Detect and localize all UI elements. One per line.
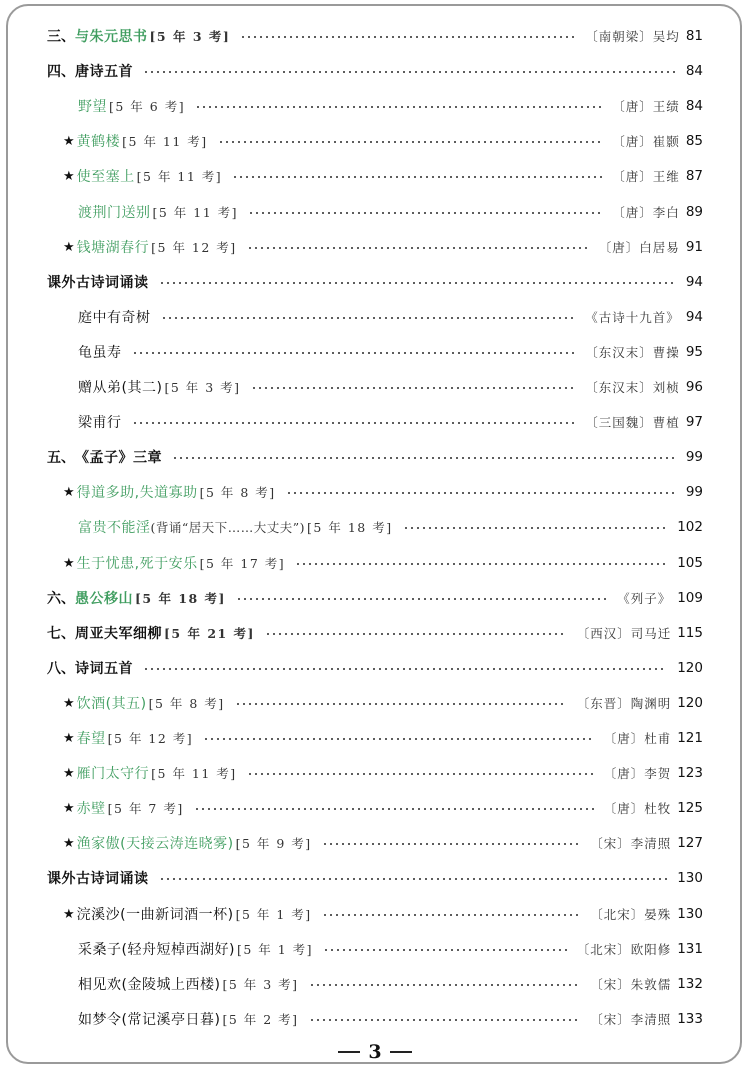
entry-source bbox=[604, 729, 703, 747]
key-text-star-icon: ★ bbox=[63, 765, 75, 781]
entry-source bbox=[677, 660, 703, 676]
entry-title[interactable]: 课外古诗词诵读 bbox=[47, 275, 149, 291]
entry-author: 〔宋〕李清照 bbox=[590, 836, 672, 851]
toc-entry-label bbox=[0, 377, 241, 397]
entry-source bbox=[612, 167, 703, 185]
entry-title[interactable]: 富贵不能淫 bbox=[78, 520, 151, 536]
toc-entry-row[interactable] bbox=[0, 796, 750, 820]
section-number: 三、 bbox=[47, 29, 75, 45]
toc-entry-label bbox=[0, 904, 312, 924]
entry-title[interactable]: 《孟子》三章 bbox=[75, 450, 162, 466]
exam-frequency-tag: [5 年 2 考] bbox=[222, 1012, 299, 1027]
exam-frequency-tag: [5 年 11 考] bbox=[152, 205, 239, 220]
toc-entry-row[interactable] bbox=[0, 551, 750, 575]
toc-entry-label bbox=[0, 728, 193, 748]
toc-section-row[interactable] bbox=[0, 445, 750, 469]
entry-page-number: 120 bbox=[677, 660, 703, 676]
dot-leader bbox=[159, 282, 676, 284]
exam-frequency-tag: [5 年 3 考] bbox=[164, 380, 241, 395]
key-text-star-icon: ★ bbox=[63, 730, 75, 746]
exam-frequency-tag: [5 年 18 考] bbox=[135, 591, 226, 606]
entry-page-number: 89 bbox=[685, 204, 703, 220]
entry-page-number: 96 bbox=[685, 379, 703, 395]
toc-entry-row[interactable] bbox=[0, 972, 750, 996]
toc-entry-label bbox=[0, 623, 255, 643]
entry-author: 〔宋〕朱敦儒 bbox=[590, 977, 672, 992]
dot-leader bbox=[161, 317, 576, 319]
toc-entry-row[interactable] bbox=[0, 937, 750, 961]
section-number: 七、 bbox=[47, 626, 75, 642]
entry-source bbox=[612, 97, 703, 115]
toc-entry-label bbox=[0, 447, 162, 467]
entry-title[interactable]: 得道多助,失道寡助 bbox=[76, 485, 198, 501]
exam-frequency-tag: [5 年 12 考] bbox=[151, 240, 237, 255]
entry-source bbox=[612, 132, 703, 150]
entry-page-number: 84 bbox=[685, 63, 703, 79]
dot-leader bbox=[247, 247, 589, 249]
key-text-star-icon: ★ bbox=[63, 906, 75, 922]
entry-source bbox=[590, 834, 703, 852]
toc-entry-label bbox=[0, 307, 151, 327]
section-number: 六、 bbox=[47, 591, 75, 607]
key-text-star-icon: ★ bbox=[63, 239, 75, 255]
entry-source bbox=[585, 27, 703, 45]
toc-entry-row[interactable] bbox=[0, 375, 750, 399]
entry-title[interactable]: 唐诗五首 bbox=[75, 64, 133, 80]
entry-title[interactable]: 课外古诗词诵读 bbox=[47, 871, 149, 887]
entry-page-number: 109 bbox=[677, 590, 703, 606]
entry-author: 〔唐〕杜甫 bbox=[603, 731, 672, 746]
entry-source bbox=[585, 308, 703, 326]
entry-title[interactable]: 野望 bbox=[78, 99, 107, 115]
entry-source bbox=[677, 870, 703, 886]
toc-entry-label bbox=[0, 553, 285, 573]
toc-entry-label bbox=[0, 658, 133, 678]
entry-title[interactable]: 浣溪沙(一曲新词酒一杯) bbox=[76, 907, 234, 923]
entry-author: 〔唐〕白居易 bbox=[598, 240, 680, 255]
entry-source bbox=[577, 694, 703, 712]
dot-leader bbox=[323, 949, 567, 951]
section-number: 四、 bbox=[47, 64, 75, 80]
toc-entry-label bbox=[0, 939, 313, 959]
toc-section-row[interactable] bbox=[0, 59, 750, 83]
section-number: 五、 bbox=[47, 450, 75, 466]
entry-page-number: 127 bbox=[677, 835, 703, 851]
entry-title[interactable]: 春望 bbox=[76, 731, 106, 747]
toc-entry-row[interactable] bbox=[0, 691, 750, 715]
exam-frequency-tag: [5 年 11 考] bbox=[151, 766, 237, 781]
page-footer bbox=[0, 1040, 750, 1064]
entry-title[interactable]: 如梦令(常记溪亭日暮) bbox=[78, 1012, 221, 1028]
key-text-star-icon: ★ bbox=[63, 800, 75, 816]
entry-page-number: 130 bbox=[677, 906, 703, 922]
toc-entry-label bbox=[0, 61, 133, 81]
entry-source bbox=[604, 799, 703, 817]
entry-title[interactable]: 使至塞上 bbox=[76, 169, 135, 185]
toc-section-row[interactable] bbox=[0, 621, 750, 645]
entry-page-number: 102 bbox=[677, 519, 703, 535]
section-number: 八、 bbox=[47, 661, 75, 677]
entry-source bbox=[686, 449, 703, 465]
entry-title[interactable]: 渔家傲(天接云涛连晓雾) bbox=[76, 836, 234, 852]
entry-author: 〔南朝梁〕吴均 bbox=[585, 29, 680, 44]
dot-leader bbox=[232, 176, 602, 178]
entry-author: 〔唐〕王绩 bbox=[612, 99, 680, 114]
exam-frequency-tag: [5 年 21 考] bbox=[164, 626, 255, 641]
dot-leader bbox=[203, 738, 594, 740]
entry-source bbox=[590, 905, 703, 923]
entry-page-number: 81 bbox=[685, 28, 703, 44]
dot-leader bbox=[322, 843, 581, 845]
entry-author: 〔三国魏〕曹植 bbox=[585, 415, 680, 430]
key-text-star-icon: ★ bbox=[63, 133, 75, 149]
entry-page-number: 94 bbox=[685, 309, 703, 325]
key-text-star-icon: ★ bbox=[63, 168, 75, 184]
dot-leader bbox=[309, 984, 581, 986]
entry-author: 《古诗十九首》 bbox=[585, 310, 680, 325]
dot-leader bbox=[247, 773, 594, 775]
toc-entry-label bbox=[0, 1009, 299, 1029]
entry-page-number: 123 bbox=[677, 765, 703, 781]
entry-title[interactable]: 与朱元思书 bbox=[75, 29, 148, 45]
entry-title[interactable]: 庭中有奇树 bbox=[78, 310, 151, 326]
dot-leader bbox=[159, 878, 668, 880]
dot-leader bbox=[195, 106, 602, 108]
footer-dash-left bbox=[338, 1051, 360, 1053]
toc-section-row[interactable] bbox=[0, 866, 750, 890]
toc-entry-label bbox=[0, 868, 149, 888]
toc-entry-label bbox=[0, 974, 299, 994]
exam-frequency-tag: [5 年 8 考] bbox=[148, 696, 225, 711]
dot-leader bbox=[194, 808, 594, 810]
toc-entry-label bbox=[0, 798, 184, 818]
key-text-star-icon: ★ bbox=[63, 555, 75, 571]
dot-leader bbox=[132, 422, 576, 424]
toc-section-row[interactable] bbox=[0, 586, 750, 610]
exam-frequency-tag: [5 年 3 考] bbox=[149, 29, 231, 44]
entry-source bbox=[612, 203, 703, 221]
key-text-star-icon: ★ bbox=[63, 835, 75, 851]
exam-frequency-tag: [5 年 18 考] bbox=[307, 520, 393, 535]
entry-author: 〔唐〕崔颢 bbox=[612, 134, 680, 149]
entry-page-number: 121 bbox=[677, 730, 703, 746]
toc-entry-row[interactable] bbox=[0, 761, 750, 785]
toc-entry-row[interactable] bbox=[0, 410, 750, 434]
entry-title[interactable]: 赤壁 bbox=[76, 801, 106, 817]
toc-section-row[interactable] bbox=[0, 24, 750, 48]
dot-leader bbox=[236, 598, 607, 600]
entry-page-number: 87 bbox=[685, 168, 703, 184]
entry-source bbox=[604, 764, 703, 782]
dot-leader bbox=[143, 71, 676, 73]
entry-author: 〔东汉末〕曹操 bbox=[585, 345, 680, 360]
toc-entry-row[interactable] bbox=[0, 515, 750, 539]
entry-author: 〔唐〕王维 bbox=[612, 169, 680, 184]
toc-entry-label bbox=[0, 166, 222, 186]
entry-source bbox=[577, 624, 703, 642]
entry-page-number: 105 bbox=[677, 555, 703, 571]
entry-author: 〔东晋〕陶渊明 bbox=[576, 696, 672, 711]
exam-frequency-tag: [5 年 8 考] bbox=[199, 485, 276, 500]
toc-section-row[interactable] bbox=[0, 270, 750, 294]
entry-source bbox=[585, 413, 703, 431]
entry-note: (背诵“居天下……大丈夫”) bbox=[150, 520, 306, 535]
exam-frequency-tag: [5 年 7 考] bbox=[107, 801, 184, 816]
entry-title[interactable]: 钱塘湖春行 bbox=[76, 240, 150, 256]
dot-leader bbox=[218, 141, 603, 143]
toc-entry-row[interactable] bbox=[0, 480, 750, 504]
entry-source bbox=[590, 975, 703, 993]
entry-source bbox=[686, 63, 703, 79]
exam-frequency-tag: [5 年 6 考] bbox=[109, 99, 186, 114]
entry-page-number: 85 bbox=[685, 133, 703, 149]
dot-leader bbox=[309, 1019, 581, 1021]
footer-dash-right bbox=[390, 1051, 412, 1053]
entry-title[interactable]: 诗词五首 bbox=[75, 661, 133, 677]
entry-source bbox=[617, 589, 703, 607]
entry-page-number: 99 bbox=[685, 484, 703, 500]
entry-title[interactable]: 梁甫行 bbox=[78, 415, 122, 431]
entry-source bbox=[686, 484, 703, 500]
entry-author: 《列子》 bbox=[617, 591, 672, 606]
entry-title[interactable]: 赠从弟(其二) bbox=[78, 380, 163, 396]
toc-entry-row[interactable] bbox=[0, 305, 750, 329]
toc-entry-row[interactable] bbox=[0, 94, 750, 118]
dot-leader bbox=[235, 703, 567, 705]
entry-page-number: 131 bbox=[677, 941, 703, 957]
entry-source bbox=[577, 940, 703, 958]
key-text-star-icon: ★ bbox=[63, 695, 75, 711]
entry-page-number: 99 bbox=[685, 449, 703, 465]
dot-leader bbox=[322, 914, 581, 916]
toc-entry-label bbox=[0, 693, 225, 713]
toc-entry-row[interactable] bbox=[0, 129, 750, 153]
exam-frequency-tag: [5 年 11 考] bbox=[122, 134, 208, 149]
toc-entry-label bbox=[0, 237, 237, 257]
entry-page-number: 95 bbox=[685, 344, 703, 360]
entry-title[interactable]: 生于忧患,死于安乐 bbox=[76, 556, 198, 572]
entry-source bbox=[585, 343, 703, 361]
entry-page-number: 91 bbox=[685, 239, 703, 255]
entry-page-number: 133 bbox=[677, 1011, 703, 1027]
entry-title[interactable]: 采桑子(轻舟短棹西湖好) bbox=[78, 942, 235, 958]
dot-leader bbox=[143, 668, 667, 670]
toc-entry-row[interactable] bbox=[0, 164, 750, 188]
entry-page-number: 115 bbox=[677, 625, 703, 641]
entry-source bbox=[590, 1010, 703, 1028]
exam-frequency-tag: [5 年 3 考] bbox=[222, 977, 299, 992]
entry-author: 〔宋〕李清照 bbox=[590, 1012, 672, 1027]
dot-leader bbox=[248, 212, 602, 214]
toc-entry-label bbox=[0, 833, 312, 853]
toc-entry-label bbox=[0, 202, 238, 222]
entry-author: 〔唐〕李白 bbox=[612, 205, 680, 220]
entry-page-number: 97 bbox=[685, 414, 703, 430]
entry-source bbox=[677, 519, 703, 535]
entry-author: 〔东汉末〕刘桢 bbox=[585, 380, 680, 395]
toc-entry-row[interactable] bbox=[0, 235, 750, 259]
entry-source bbox=[686, 274, 703, 290]
toc-entry-label bbox=[0, 272, 149, 292]
entry-page-number: 132 bbox=[677, 976, 703, 992]
footer-page-number: 3 bbox=[368, 1041, 382, 1063]
toc-entry-label bbox=[0, 26, 230, 46]
entry-author: 〔北宋〕晏殊 bbox=[590, 907, 672, 922]
toc-entry-row[interactable] bbox=[0, 902, 750, 926]
dot-leader bbox=[132, 352, 576, 354]
exam-frequency-tag: [5 年 11 考] bbox=[136, 169, 223, 184]
entry-title[interactable]: 龟虽寿 bbox=[78, 345, 122, 361]
entry-author: 〔西汉〕司马迁 bbox=[576, 626, 672, 641]
dot-leader bbox=[295, 563, 667, 565]
entry-page-number: 120 bbox=[677, 695, 703, 711]
entry-author: 〔唐〕杜牧 bbox=[603, 801, 672, 816]
entry-title[interactable]: 愚公移山 bbox=[75, 591, 133, 607]
dot-leader bbox=[286, 492, 676, 494]
entry-title[interactable]: 饮酒(其五) bbox=[76, 696, 147, 712]
entry-source bbox=[599, 238, 703, 256]
entry-page-number: 94 bbox=[685, 274, 703, 290]
entry-page-number: 84 bbox=[685, 98, 703, 114]
toc-entry-label bbox=[0, 763, 237, 783]
toc-entry-label bbox=[0, 412, 122, 432]
exam-frequency-tag: [5 年 12 考] bbox=[107, 731, 194, 746]
key-text-star-icon: ★ bbox=[63, 484, 75, 500]
toc-entry-label bbox=[0, 517, 393, 537]
entry-title[interactable]: 黄鹤楼 bbox=[76, 134, 121, 150]
entry-page-number: 125 bbox=[677, 800, 703, 816]
toc-entry-row[interactable] bbox=[0, 726, 750, 750]
toc-entry-label bbox=[0, 96, 185, 116]
entry-title[interactable]: 相见欢(金陵城上西楼) bbox=[78, 977, 221, 993]
entry-title[interactable]: 雁门太守行 bbox=[76, 766, 150, 782]
entry-source bbox=[585, 378, 703, 396]
dot-leader bbox=[240, 36, 575, 38]
exam-frequency-tag: [5 年 1 考] bbox=[236, 942, 314, 957]
dot-leader bbox=[403, 527, 668, 529]
dot-leader bbox=[265, 633, 567, 635]
dot-leader bbox=[172, 457, 676, 459]
entry-source bbox=[677, 555, 703, 571]
entry-title[interactable]: 周亚夫军细柳 bbox=[75, 626, 162, 642]
dot-leader bbox=[251, 387, 576, 389]
entry-title[interactable]: 渡荆门送别 bbox=[78, 205, 151, 221]
exam-frequency-tag: [5 年 1 考] bbox=[235, 907, 312, 922]
toc-section-row[interactable] bbox=[0, 656, 750, 680]
toc-entry-label bbox=[0, 482, 276, 502]
toc-entry-row[interactable] bbox=[0, 340, 750, 364]
exam-frequency-tag: [5 年 9 考] bbox=[235, 836, 312, 851]
toc-entry-label bbox=[0, 342, 122, 362]
toc-entry-row[interactable] bbox=[0, 831, 750, 855]
exam-frequency-tag: [5 年 17 考] bbox=[199, 556, 286, 571]
entry-author: 〔唐〕李贺 bbox=[603, 766, 672, 781]
entry-author: 〔北宋〕欧阳修 bbox=[576, 942, 672, 957]
entry-page-number: 130 bbox=[677, 870, 703, 886]
toc-entry-row[interactable] bbox=[0, 1007, 750, 1031]
toc-entry-row[interactable] bbox=[0, 200, 750, 224]
toc-entry-label bbox=[0, 131, 208, 151]
toc-entry-label bbox=[0, 588, 226, 608]
